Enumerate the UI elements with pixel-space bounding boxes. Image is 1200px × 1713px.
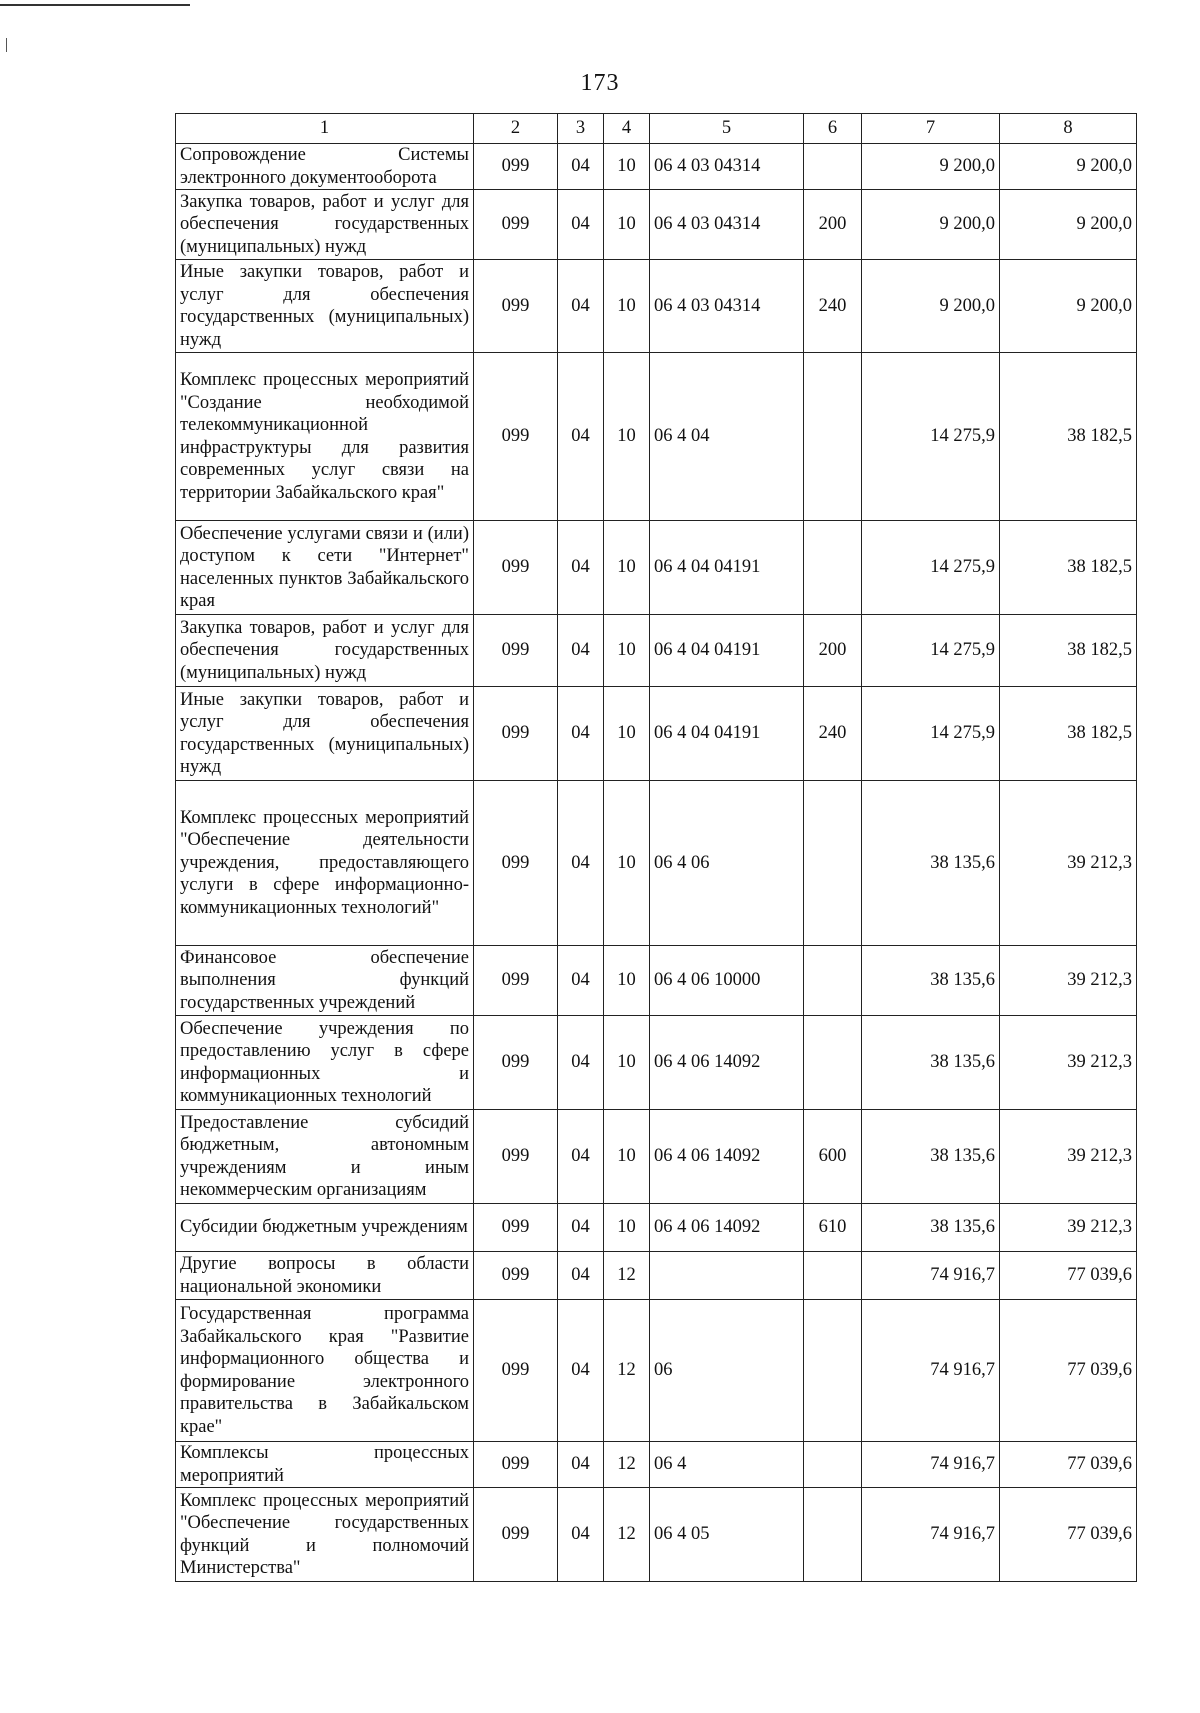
scan-edge-mark — [0, 4, 190, 6]
cell-section: 04 — [558, 615, 604, 687]
cell-expense-type — [804, 521, 862, 615]
column-header: 5 — [650, 114, 804, 144]
row-name: Закупка товаров, работ и услуг для обеспечения государственных (муниципальных) нужд — [176, 615, 474, 687]
cell-amount-col8: 77 039,6 — [1000, 1252, 1137, 1300]
table-row — [176, 353, 1137, 521]
cell-amount-col7: 9 200,0 — [862, 260, 1000, 353]
row-name: Комплекс процессных мероприятий "Обеспечение государственных функций и полномочий Министерства" — [176, 1488, 474, 1582]
cell-target-article: 06 4 06 — [650, 781, 804, 946]
cell-target-article: 06 4 06 14092 — [650, 1016, 804, 1110]
cell-ministry-code: 099 — [474, 1252, 558, 1300]
cell-amount-col7: 38 135,6 — [862, 1110, 1000, 1204]
cell-ministry-code: 099 — [474, 190, 558, 260]
cell-amount-col8: 39 212,3 — [1000, 946, 1137, 1016]
cell-target-article: 06 4 04 — [650, 353, 804, 521]
cell-target-article: 06 4 04 04191 — [650, 521, 804, 615]
cell-subsection: 12 — [604, 1300, 650, 1442]
cell-subsection: 10 — [604, 946, 650, 1016]
cell-amount-col7: 74 916,7 — [862, 1252, 1000, 1300]
table-row — [176, 190, 1137, 260]
cell-expense-type — [804, 1488, 862, 1582]
cell-amount-col8: 38 182,5 — [1000, 521, 1137, 615]
cell-ministry-code: 099 — [474, 1300, 558, 1442]
table-row — [176, 1488, 1137, 1582]
cell-section: 04 — [558, 1300, 604, 1442]
row-name: Иные закупки товаров, работ и услуг для обеспечения государственных (муниципальных) нужд — [176, 260, 474, 353]
row-name: Иные закупки товаров, работ и услуг для обеспечения государственных (муниципальных) нужд — [176, 687, 474, 781]
cell-amount-col7: 14 275,9 — [862, 353, 1000, 521]
column-header: 7 — [862, 114, 1000, 144]
cell-expense-type: 200 — [804, 190, 862, 260]
row-name: Комплекс процессных мероприятий "Обеспечение деятельности учреждения, предоставляющего услуги в сфере информационно-коммуникационных технологий" — [176, 781, 474, 946]
cell-ministry-code: 099 — [474, 1442, 558, 1488]
cell-target-article: 06 4 05 — [650, 1488, 804, 1582]
cell-section: 04 — [558, 1442, 604, 1488]
cell-amount-col8: 77 039,6 — [1000, 1442, 1137, 1488]
cell-ministry-code: 099 — [474, 1488, 558, 1582]
cell-target-article: 06 4 — [650, 1442, 804, 1488]
cell-expense-type — [804, 781, 862, 946]
row-name: Сопровождение Системы электронного документооборота — [176, 144, 474, 190]
cell-amount-col8: 39 212,3 — [1000, 781, 1137, 946]
table-row — [176, 1442, 1137, 1488]
table-row — [176, 144, 1137, 190]
cell-subsection: 10 — [604, 615, 650, 687]
cell-expense-type — [804, 1016, 862, 1110]
cell-ministry-code: 099 — [474, 144, 558, 190]
row-name: Обеспечение услугами связи и (или) доступом к сети "Интернет" населенных пунктов Забайкальского края — [176, 521, 474, 615]
cell-expense-type — [804, 353, 862, 521]
cell-section: 04 — [558, 781, 604, 946]
row-name: Обеспечение учреждения по предоставлению услуг в сфере информационных и коммуникационных технологий — [176, 1016, 474, 1110]
table-row — [176, 1204, 1137, 1252]
cell-subsection: 10 — [604, 1110, 650, 1204]
cell-amount-col7: 38 135,6 — [862, 781, 1000, 946]
cell-section: 04 — [558, 687, 604, 781]
cell-amount-col8: 9 200,0 — [1000, 260, 1137, 353]
table-row — [176, 521, 1137, 615]
column-header: 4 — [604, 114, 650, 144]
cell-section: 04 — [558, 144, 604, 190]
cell-target-article: 06 4 06 10000 — [650, 946, 804, 1016]
cell-section: 04 — [558, 946, 604, 1016]
cell-expense-type — [804, 946, 862, 1016]
cell-amount-col7: 38 135,6 — [862, 1204, 1000, 1252]
cell-amount-col7: 14 275,9 — [862, 687, 1000, 781]
cell-target-article: 06 4 06 14092 — [650, 1110, 804, 1204]
cell-ministry-code: 099 — [474, 946, 558, 1016]
table-row — [176, 1110, 1137, 1204]
cell-amount-col7: 74 916,7 — [862, 1300, 1000, 1442]
cell-subsection: 10 — [604, 1204, 650, 1252]
cell-amount-col8: 38 182,5 — [1000, 687, 1137, 781]
column-header: 3 — [558, 114, 604, 144]
cell-target-article: 06 4 03 04314 — [650, 260, 804, 353]
cell-section: 04 — [558, 1252, 604, 1300]
row-name: Комплекс процессных мероприятий "Создание необходимой телекоммуникационной инфраструктуры для развития современных услуг связи на территории Забайкальского края" — [176, 353, 474, 521]
cell-section: 04 — [558, 1488, 604, 1582]
cell-expense-type: 610 — [804, 1204, 862, 1252]
cell-ministry-code: 099 — [474, 1204, 558, 1252]
cell-expense-type: 200 — [804, 615, 862, 687]
cell-ministry-code: 099 — [474, 353, 558, 521]
cell-subsection: 12 — [604, 1488, 650, 1582]
table-row — [176, 687, 1137, 781]
cell-ministry-code: 099 — [474, 781, 558, 946]
column-header: 8 — [1000, 114, 1137, 144]
cell-section: 04 — [558, 353, 604, 521]
cell-expense-type — [804, 1442, 862, 1488]
cell-amount-col7: 38 135,6 — [862, 946, 1000, 1016]
cell-target-article: 06 4 04 04191 — [650, 687, 804, 781]
cell-expense-type: 600 — [804, 1110, 862, 1204]
cell-amount-col8: 9 200,0 — [1000, 144, 1137, 190]
column-header: 6 — [804, 114, 862, 144]
row-name: Другие вопросы в области национальной экономики — [176, 1252, 474, 1300]
cell-ministry-code: 099 — [474, 687, 558, 781]
cell-subsection: 10 — [604, 190, 650, 260]
page-number: 173 — [580, 70, 620, 96]
cell-subsection: 10 — [604, 144, 650, 190]
cell-ministry-code: 099 — [474, 260, 558, 353]
cell-ministry-code: 099 — [474, 615, 558, 687]
cell-subsection: 10 — [604, 781, 650, 946]
cell-target-article: 06 — [650, 1300, 804, 1442]
column-header: 2 — [474, 114, 558, 144]
cell-section: 04 — [558, 521, 604, 615]
table-row — [176, 781, 1137, 946]
cell-amount-col8: 9 200,0 — [1000, 190, 1137, 260]
cell-section: 04 — [558, 1016, 604, 1110]
cell-amount-col7: 38 135,6 — [862, 1016, 1000, 1110]
table-row — [176, 946, 1137, 1016]
column-header: 1 — [176, 114, 474, 144]
cell-amount-col7: 14 275,9 — [862, 615, 1000, 687]
scan-edge-mark — [6, 38, 7, 52]
cell-subsection: 10 — [604, 353, 650, 521]
row-name: Субсидии бюджетным учреждениям — [176, 1204, 474, 1252]
table-row — [176, 1252, 1137, 1300]
row-name: Финансовое обеспечение выполнения функций государственных учреждений — [176, 946, 474, 1016]
cell-ministry-code: 099 — [474, 1016, 558, 1110]
cell-target-article: 06 4 04 04191 — [650, 615, 804, 687]
cell-section: 04 — [558, 190, 604, 260]
table-row — [176, 1016, 1137, 1110]
cell-amount-col8: 38 182,5 — [1000, 615, 1137, 687]
cell-ministry-code: 099 — [474, 1110, 558, 1204]
cell-amount-col8: 77 039,6 — [1000, 1300, 1137, 1442]
cell-subsection: 10 — [604, 1016, 650, 1110]
budget-table — [175, 113, 1137, 1582]
cell-amount-col8: 39 212,3 — [1000, 1204, 1137, 1252]
cell-subsection: 10 — [604, 687, 650, 781]
cell-expense-type: 240 — [804, 687, 862, 781]
table-row — [176, 615, 1137, 687]
cell-amount-col7: 14 275,9 — [862, 521, 1000, 615]
cell-amount-col7: 9 200,0 — [862, 190, 1000, 260]
cell-section: 04 — [558, 260, 604, 353]
cell-target-article — [650, 1252, 804, 1300]
table-row — [176, 260, 1137, 353]
cell-amount-col8: 39 212,3 — [1000, 1110, 1137, 1204]
cell-amount-col7: 74 916,7 — [862, 1488, 1000, 1582]
cell-amount-col8: 38 182,5 — [1000, 353, 1137, 521]
header-row — [176, 114, 1137, 144]
cell-subsection: 10 — [604, 521, 650, 615]
cell-subsection: 10 — [604, 260, 650, 353]
cell-amount-col7: 9 200,0 — [862, 144, 1000, 190]
cell-subsection: 12 — [604, 1252, 650, 1300]
cell-subsection: 12 — [604, 1442, 650, 1488]
cell-target-article: 06 4 03 04314 — [650, 144, 804, 190]
cell-amount-col8: 39 212,3 — [1000, 1016, 1137, 1110]
row-name: Комплексы процессных мероприятий — [176, 1442, 474, 1488]
cell-ministry-code: 099 — [474, 521, 558, 615]
cell-expense-type — [804, 1300, 862, 1442]
cell-section: 04 — [558, 1110, 604, 1204]
table-row — [176, 1300, 1137, 1442]
cell-target-article: 06 4 06 14092 — [650, 1204, 804, 1252]
cell-target-article: 06 4 03 04314 — [650, 190, 804, 260]
row-name: Предоставление субсидий бюджетным, автономным учреждениям и иным некоммерческим организациям — [176, 1110, 474, 1204]
row-name: Государственная программа Забайкальского края "Развитие информационного общества и формирование электронного правительства в Забайкальском крае" — [176, 1300, 474, 1442]
cell-amount-col8: 77 039,6 — [1000, 1488, 1137, 1582]
cell-expense-type — [804, 144, 862, 190]
cell-section: 04 — [558, 1204, 604, 1252]
cell-amount-col7: 74 916,7 — [862, 1442, 1000, 1488]
cell-expense-type — [804, 1252, 862, 1300]
row-name: Закупка товаров, работ и услуг для обеспечения государственных (муниципальных) нужд — [176, 190, 474, 260]
cell-expense-type: 240 — [804, 260, 862, 353]
